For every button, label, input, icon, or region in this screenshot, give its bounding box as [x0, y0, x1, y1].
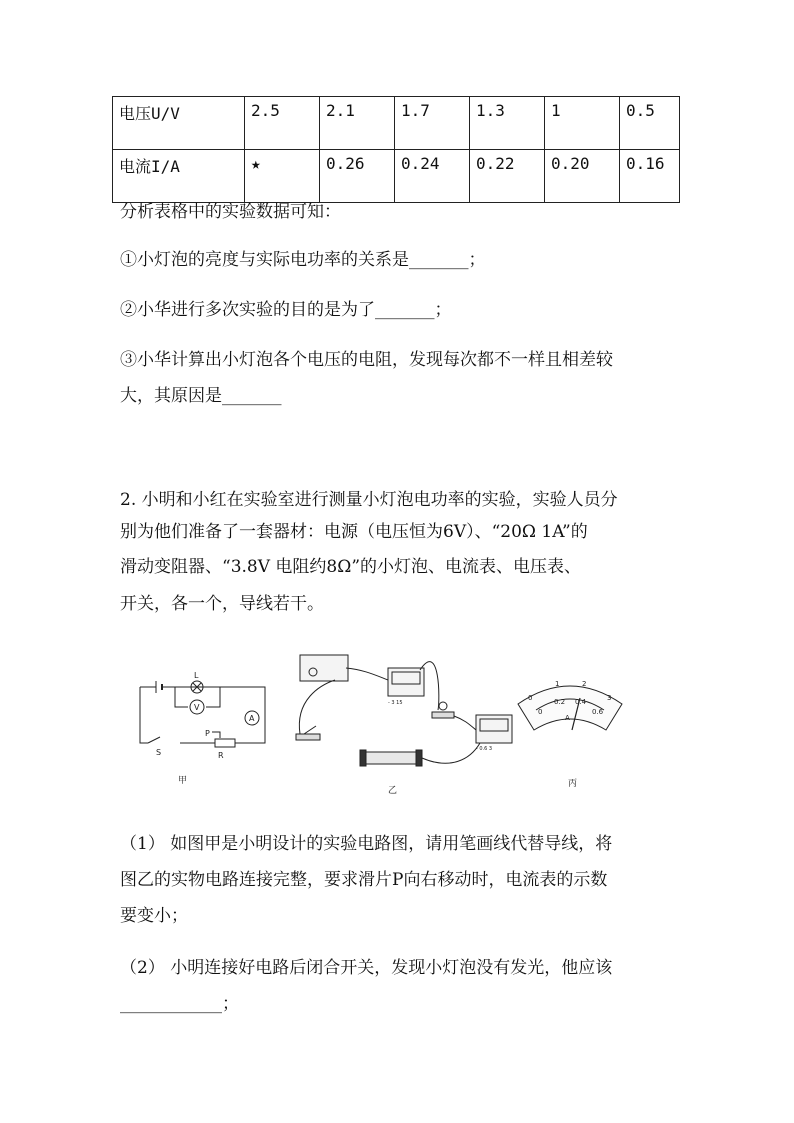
lamp-label: L	[194, 671, 199, 680]
switch-label: S	[156, 748, 162, 757]
circuit-figure-svg	[120, 640, 640, 800]
rheostat-label: R	[218, 751, 224, 760]
circuit-figure	[120, 640, 640, 800]
subquestion-1-line2: 图乙的实物电路连接完整，要求滑片P向右移动时，电流表的示数	[120, 870, 608, 890]
table-cell: 1.7	[395, 97, 470, 150]
caption-c: 丙	[568, 779, 578, 789]
switch-lever	[148, 737, 160, 743]
voltmeter-terminals: - 3 15	[388, 700, 403, 706]
subquestion-2-line2: ____________；	[120, 994, 239, 1014]
tick-inner-0: 0	[538, 708, 543, 716]
table-cell: 1.3	[470, 97, 545, 150]
table-row	[113, 97, 680, 150]
question-3-line1: ③小华计算出小灯泡各个电压的电阻，发现每次都不一样且相差较	[120, 350, 613, 370]
subquestion-1-line3: 要变小；	[120, 906, 188, 926]
switch-device	[296, 734, 320, 740]
problem-2-line3: 滑动变阻器、“3.8V 电阻约8Ω”的小灯泡、电流表、电压表、	[120, 557, 582, 577]
tick-outer-0: 0	[528, 694, 533, 702]
bulb-icon	[439, 702, 447, 710]
circuit-diagram-a-labels	[156, 671, 255, 760]
rheostat-slider	[212, 732, 220, 738]
circuit-diagram-a	[140, 681, 265, 747]
row-header: 电压U/V	[113, 97, 245, 150]
slider-label: P	[205, 729, 210, 738]
lamp-holder	[432, 712, 454, 718]
power-supply	[300, 655, 348, 681]
table-cell: ★	[245, 150, 320, 203]
rheostat-device	[360, 752, 422, 764]
subquestion-2-line1: （2） 小明连接好电路后闭合开关，发现小灯泡没有发光，他应该	[120, 958, 613, 978]
table-row	[113, 150, 680, 203]
table-cell: 0.22	[470, 150, 545, 203]
tick-inner-3: 0.6	[592, 708, 604, 716]
tick-outer-1: 1	[555, 680, 560, 688]
row-header: 电流I/A	[113, 150, 245, 203]
table-cell: 0.20	[545, 150, 620, 203]
problem-2-line1: 2. 小明和小红在实验室进行测量小灯泡电功率的实验，实验人员分	[120, 490, 618, 510]
question-2: ②小华进行多次实验的目的是为了_______；	[120, 300, 452, 320]
table-cell: 1	[545, 97, 620, 150]
question-3-line2: 大，其原因是_______	[120, 386, 282, 406]
rheostat-symbol	[215, 739, 235, 747]
wire	[454, 716, 476, 730]
ammeter-label: A	[249, 714, 255, 723]
tick-outer-2: 2	[582, 680, 587, 688]
analysis-intro: 分析表格中的实验数据可知：	[120, 202, 341, 222]
table-cell: 0.26	[320, 150, 395, 203]
wire	[299, 680, 335, 734]
table-cell: 0.5	[620, 97, 680, 150]
ammeter-terminals: - 0.6 3	[476, 746, 493, 752]
wire	[422, 743, 480, 763]
question-1: ①小灯泡的亮度与实际电功率的关系是_______；	[120, 250, 486, 270]
meter-unit: A	[565, 714, 570, 722]
table-cell: 0.16	[620, 150, 680, 203]
tick-inner-1: 0.2	[554, 698, 566, 706]
meter-face	[518, 686, 622, 730]
caption-b: 乙	[388, 786, 398, 796]
meter-dial-c	[518, 686, 622, 730]
tick-outer-3: 3	[607, 694, 612, 702]
tick-inner-2: 0.4	[575, 698, 587, 706]
voltmeter-label: V	[194, 703, 200, 712]
rheostat-end	[416, 750, 422, 766]
table-cell: 0.24	[395, 150, 470, 203]
subquestion-1-line1: （1） 如图甲是小明设计的实验电路图，请用笔画线代替导线，将	[120, 834, 613, 854]
problem-2-line2: 别为他们准备了一套器材：电源（电压恒为6V）、“20Ω 1A”的	[120, 522, 588, 542]
switch-device-lever	[304, 726, 316, 734]
table-cell: 2.5	[245, 97, 320, 150]
wire	[346, 668, 388, 680]
rheostat-end	[360, 750, 366, 766]
table-cell: 2.1	[320, 97, 395, 150]
caption-a: 甲	[178, 776, 188, 786]
data-table	[112, 96, 680, 203]
problem-2-line4: 开关，各一个，导线若干。	[120, 594, 324, 614]
